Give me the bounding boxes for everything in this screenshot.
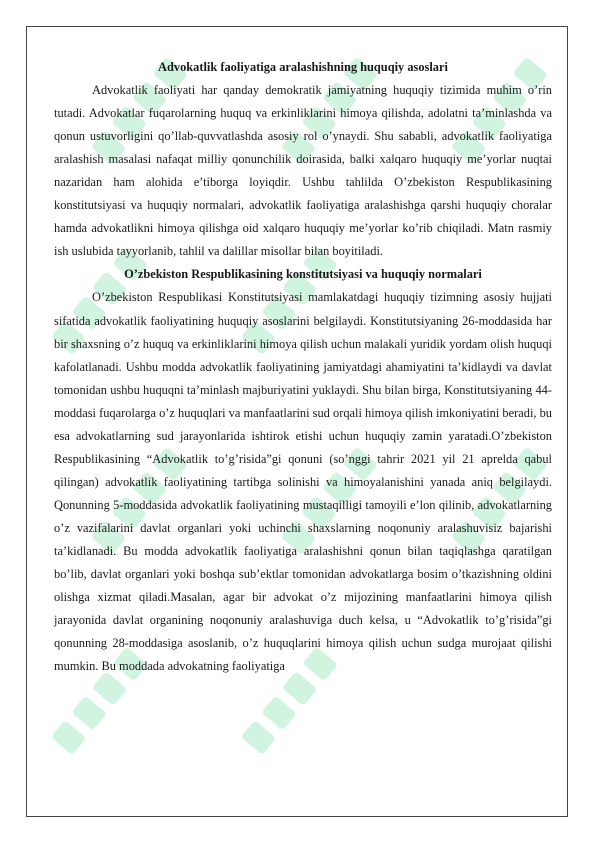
section-heading: O’zbekiston Respublikasining konstitutsiyasi va huquqiy normalari: [124, 267, 482, 282]
document-body: [54, 56, 552, 678]
paragraph: O’zbekiston Respublikasi Konstitutsiyasi mamlakatdagi huquqiy tizimning asosiy hujjati sifatida advokatlik faoliyatining huquqiy asoslarini belgilaydi. Konstitutsiyaning 26-moddasida har bir shaxsning o’z huquq va erkinliklarini himoya qilish uchun malakali yuridik yordam olish huquqi kafolatlanadi. Ushbu modda advokatlik faoliyatining jamiyatdagi ahamiyatini ta’kidlaydi va davlat tomonidan ushbu huquqni ta’minlash majburiyatini yuklaydi. Shu bilan birga, Konstitutsiyaning 44-moddasi fuqarolarga o’z huquqlari va manfaatlarini sud orqali himoya qilish imkoniyatini beradi, bu esa advokatlarning sud jarayonlarida ishtirok etishi uchun huquqiy zamin yaratadi.O’zbekiston Respublikasining “Advokatlik to’g’risida”gi qonuni (so’nggi tahrir 2021 yil 21 aprelda qabul qilingan) advokatlik faoliyatining tartibga solinishi va himoyalanishini yanada aniq belgilaydi. Qonunning 5-moddasida advokatlik faoliyatining mustaqilligi tamoyili e’lon qilinib, advokatlarning o’z vazifalarini davlat organlari yoki uchinchi shaxslarning noqonuniy aralashuvisiz bajarishi ta’kidlanadi. Bu modda advokatlik faoliyatiga aralashishni qonun bilan taqiqlashga qaratilgan bo’lib, davlat organlari yoki boshqa sub’ektlar tomonidan advokatlarga bosim o’tkazishning oldini olishga xizmat qiladi.Masalan, agar bir advokat o’z mijozining manfaatlarini himoya qilish jarayonida davlat organining noqonuniy aralashuviga duch kelsa, u “Advokatlik to’g’risida”gi qonunning 28-moddasiga asoslanib, o’z huquqlarini himoya qilish uchun sudga murojaat qilishi mumkin. Bu moddada advokatning faoliyatiga: [54, 290, 552, 674]
paragraph: Advokatlik faoliyati har qanday demokratik jamiyatning huquqiy tizimida muhim o’rin tutadi. Advokatlar fuqarolarning huquq va erkinliklarini himoya qilishda, adolatni ta’minlashda va qonun ustuvorligini qo’llab-quvvatlashda asosiy rol o’ynaydi. Shu sababli, advokatlik faoliyatiga aralashish masalasi nafaqat milliy qonunchilik doirasida, balki xalqaro huquqiy me’yorlar nuqtai nazaridan ham alohida e’tiborga loyiqdir. Ushbu tahlilda O’zbekiston Respublikasining konstitutsiyasi va huquqiy normalari, advokatlik faoliyatiga aralashishga qarshi huquqiy choralar hamda advokatlikni himoya qilishga oid xalqaro huquqiy me’yorlar ko’rib chiqiladi. Matn rasmiy ish uslubida tayyorlanib, tahlil va dalillar misollar bilan boyitiladi.: [54, 83, 552, 259]
section-heading: Advokatlik faoliyatiga aralashishning huquqiy asoslari: [158, 60, 448, 74]
